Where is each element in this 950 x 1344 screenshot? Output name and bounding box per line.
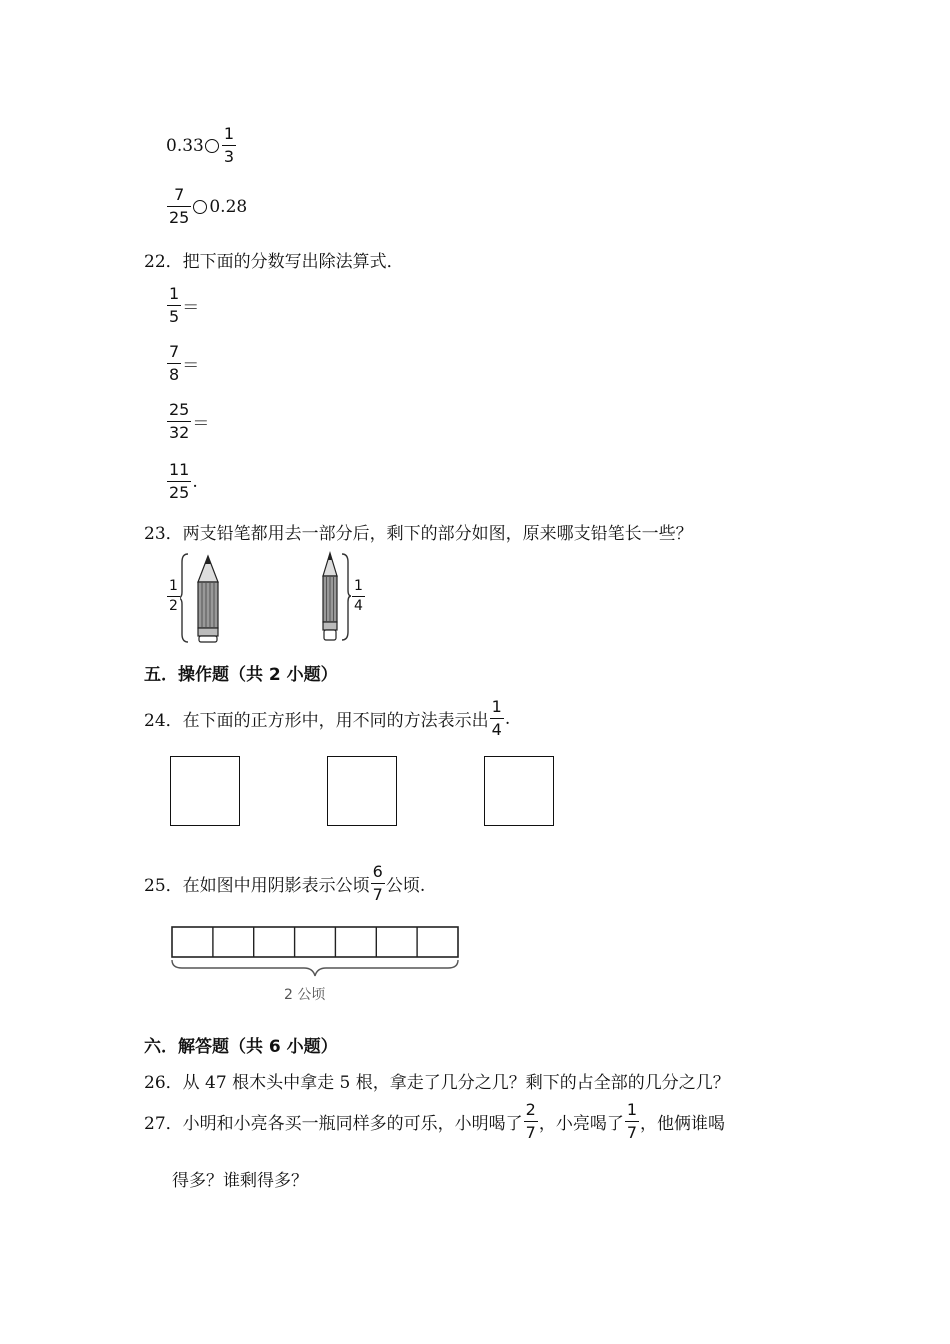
pencil1-fraction-label: $\frac{1}{2}$ bbox=[169, 578, 178, 614]
compare-item-1 bbox=[166, 124, 237, 167]
compare-item-2 bbox=[166, 185, 247, 228]
question-27-line-2: 得多？谁剩得多？ bbox=[172, 1171, 308, 1191]
q22-item-4[interactable] bbox=[166, 460, 198, 503]
fraction: $\frac{1}{5}$ bbox=[169, 284, 180, 326]
section-5-title: 五．操作题（共 2 小题） bbox=[144, 665, 338, 685]
compare-circle[interactable] bbox=[193, 200, 207, 214]
pencil-2-illustration bbox=[316, 550, 352, 644]
equals-sign: ＝ bbox=[192, 414, 210, 434]
compare-circle[interactable] bbox=[205, 139, 219, 153]
question-text: 把下面的分数写出除法算式． bbox=[182, 252, 404, 272]
q22-item-2[interactable] bbox=[166, 342, 199, 385]
decimal-value: 0.33 bbox=[166, 135, 204, 156]
drawing-square-1[interactable] bbox=[170, 756, 240, 826]
question-text: 在如图中用阴影表示公顷 bbox=[182, 876, 370, 896]
question-23 bbox=[144, 519, 693, 544]
question-22 bbox=[144, 247, 404, 272]
question-27: 27． 小明和小亮各买一瓶同样多的可乐，小明喝了 $\frac{2}{7}$ ，小亮喝了 $\frac{1}{7}$ ，他俩谁喝 bbox=[144, 1100, 726, 1142]
brace bbox=[172, 960, 458, 976]
question-text: 从 47 根木头中拿走 5 根，拿走了几分之几？剩下的占全部的几分之几？ bbox=[182, 1073, 730, 1093]
fraction: $\frac{11}{25}$ bbox=[169, 460, 190, 502]
question-number: 26． bbox=[144, 1073, 183, 1093]
question-text: 在下面的正方形中，用不同的方法表示出 bbox=[182, 711, 489, 731]
fraction: $\frac{1}{3}$ bbox=[223, 124, 235, 166]
question-number: 22． bbox=[144, 252, 183, 272]
question-number: 23． bbox=[144, 524, 183, 544]
fraction: $\frac{1}{4}$ bbox=[491, 697, 502, 739]
bar-label: 2 公顷 bbox=[284, 987, 326, 1003]
equals-sign: ＝ bbox=[182, 298, 200, 318]
question-number: 27． bbox=[144, 1114, 183, 1134]
fraction: $\frac{6}{7}$ bbox=[372, 862, 383, 904]
fraction: $\frac{7}{25}$ bbox=[169, 185, 190, 227]
question-26 bbox=[144, 1068, 730, 1093]
fraction: $\frac{2}{7}$ bbox=[525, 1100, 536, 1142]
drawing-square-2[interactable] bbox=[327, 756, 397, 826]
period: . bbox=[192, 471, 198, 492]
bar-cells[interactable] bbox=[172, 927, 458, 957]
question-25: 25． 在如图中用阴影表示公顷 $\frac{6}{7}$ 公顷. bbox=[144, 862, 426, 904]
question-number: 24． bbox=[144, 711, 183, 731]
drawing-square-3[interactable] bbox=[484, 756, 554, 826]
question-24: 24． 在下面的正方形中，用不同的方法表示出 $\frac{1}{4}$ . bbox=[144, 697, 511, 739]
fraction: $\frac{1}{7}$ bbox=[626, 1100, 638, 1142]
section-6-title: 六．解答题（共 6 小题） bbox=[144, 1037, 338, 1057]
decimal-value: 0.28 bbox=[209, 196, 248, 217]
q22-item-1[interactable] bbox=[166, 284, 199, 327]
question-number: 25． bbox=[144, 876, 183, 896]
pencil-1-illustration bbox=[180, 552, 228, 644]
equals-sign: ＝ bbox=[182, 356, 200, 376]
q22-item-3[interactable] bbox=[166, 400, 209, 443]
pencil2-fraction-label: $\frac{1}{4}$ bbox=[354, 578, 363, 614]
question-text: 两支铅笔都用去一部分后，剩下的部分如图，原来哪支铅笔长一些？ bbox=[182, 524, 693, 544]
fraction: $\frac{7}{8}$ bbox=[169, 342, 180, 384]
fraction: $\frac{25}{32}$ bbox=[169, 400, 190, 442]
